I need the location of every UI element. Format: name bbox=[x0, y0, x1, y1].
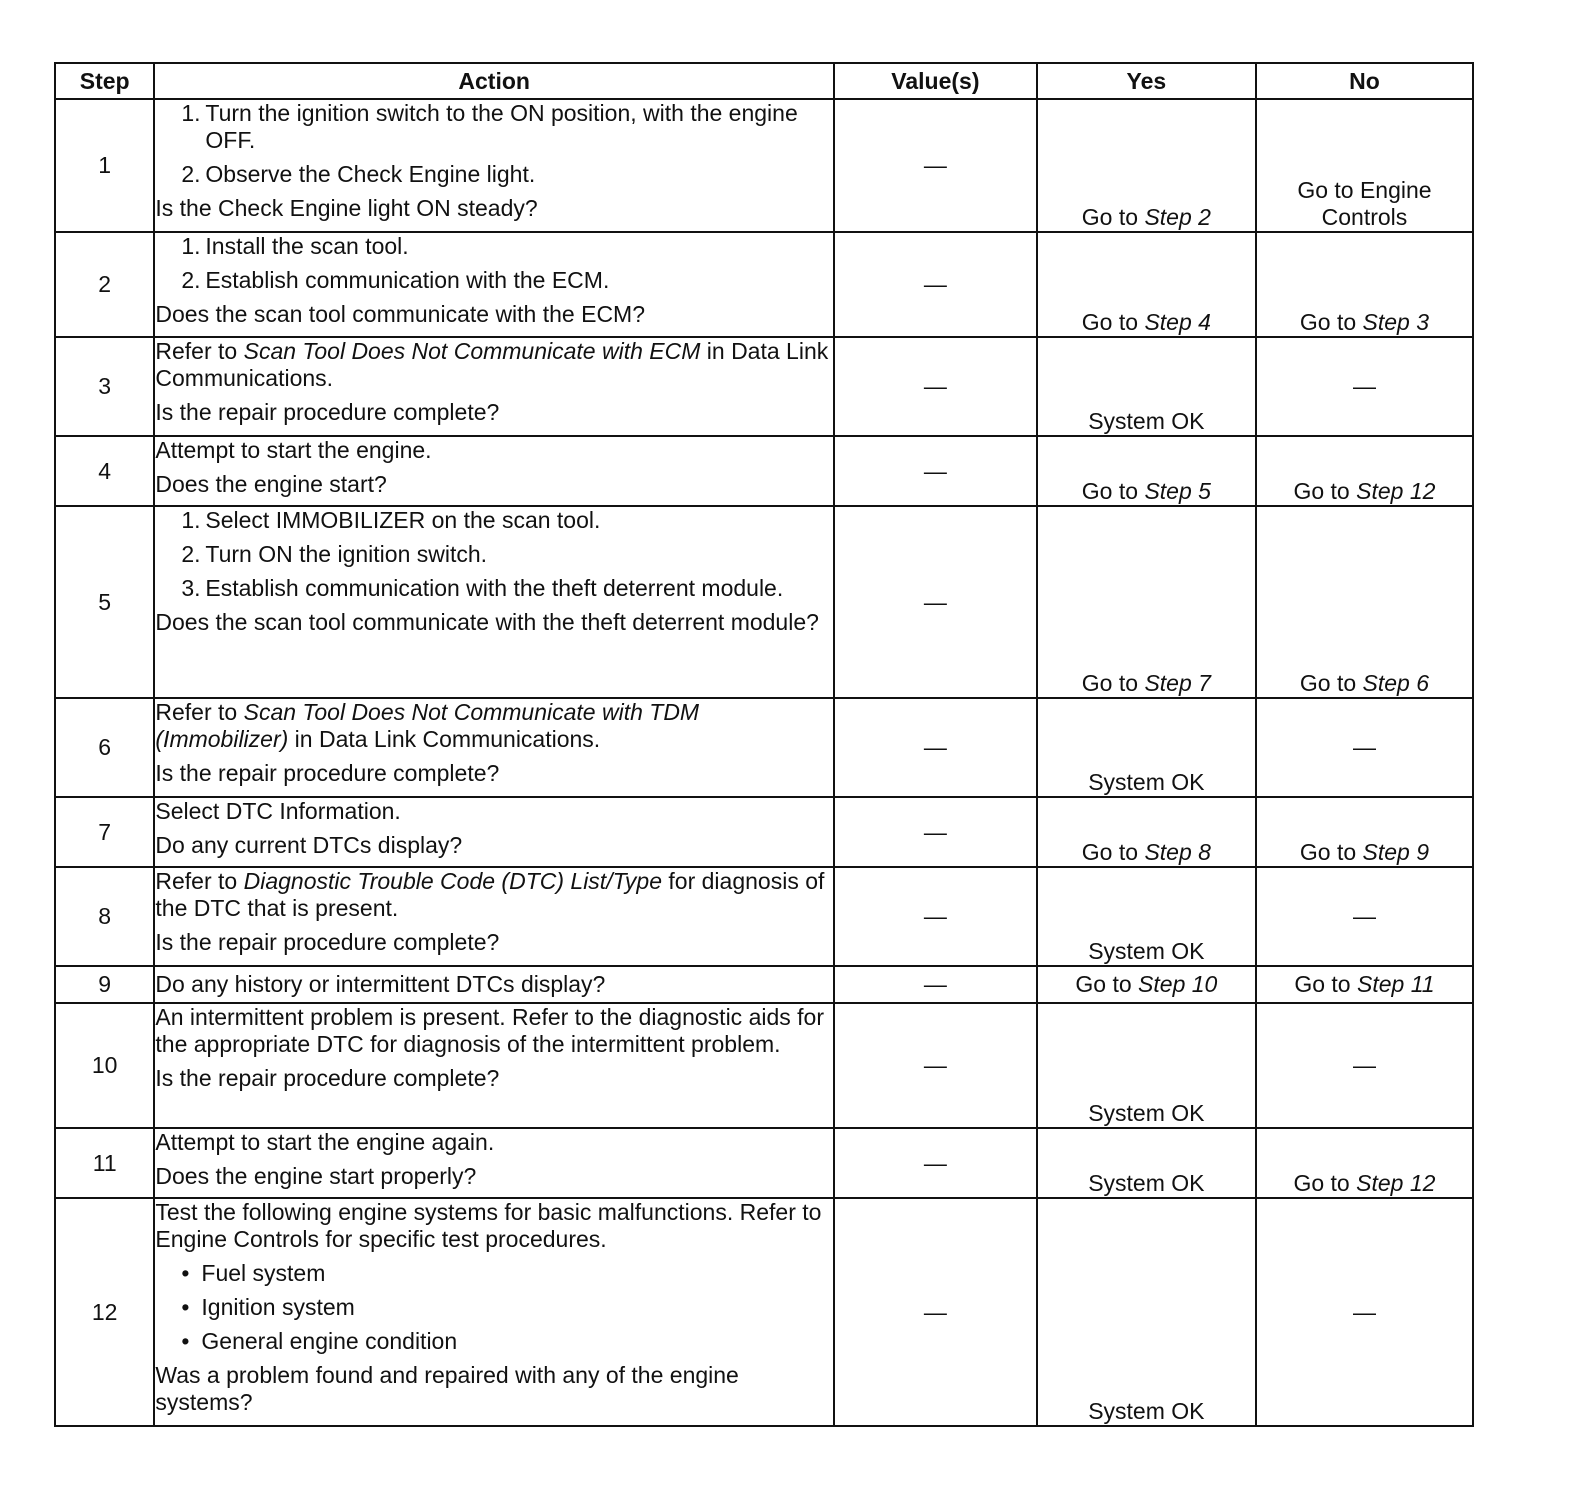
action-item: 2. Turn ON the ignition switch. bbox=[181, 541, 488, 567]
no-cell: Go to Step 6 bbox=[1256, 506, 1473, 698]
action-reference: Refer to Diagnostic Trouble Code (DTC) List/Type for diagnosis of the DTC that is present. bbox=[155, 868, 825, 921]
no-cell: Go to Step 12 bbox=[1256, 1128, 1473, 1198]
header-no: No bbox=[1256, 63, 1473, 99]
value-cell: — bbox=[834, 698, 1037, 797]
action-cell bbox=[154, 99, 834, 232]
no-cell: Go to Step 3 bbox=[1256, 232, 1473, 337]
no-cell: — bbox=[1256, 1003, 1473, 1128]
action-text: Test the following engine systems for basic malfunctions. Refer to Engine Controls for specific test procedures. bbox=[155, 1199, 822, 1252]
action-cell bbox=[154, 698, 834, 797]
action-question: Do any current DTCs display? bbox=[155, 832, 463, 858]
yes-cell: Go to Step 4 bbox=[1037, 232, 1256, 337]
yes-cell: Go to Step 8 bbox=[1037, 797, 1256, 867]
step-number: 9 bbox=[55, 966, 154, 1003]
table-row bbox=[55, 867, 1473, 966]
no-cell: — bbox=[1256, 867, 1473, 966]
action-text: Attempt to start the engine. bbox=[155, 437, 432, 463]
action-question: Do any history or intermittent DTCs display? bbox=[155, 971, 606, 997]
action-cell bbox=[154, 966, 834, 1003]
table-row bbox=[55, 1003, 1473, 1128]
action-cell bbox=[154, 337, 834, 436]
table-row bbox=[55, 99, 1473, 232]
action-text: Attempt to start the engine again. bbox=[155, 1129, 495, 1155]
action-question: Is the repair procedure complete? bbox=[155, 929, 500, 955]
table-row bbox=[55, 337, 1473, 436]
action-item: 1. Turn the ignition switch to the ON position, with the engine OFF. bbox=[181, 100, 798, 153]
diagnostic-table bbox=[54, 62, 1474, 1427]
no-cell: Go to Step 12 bbox=[1256, 436, 1473, 506]
no-cell: — bbox=[1256, 698, 1473, 797]
action-cell bbox=[154, 506, 834, 698]
step-number: 1 bbox=[55, 99, 154, 232]
bullet-item: • General engine condition bbox=[181, 1328, 458, 1354]
action-item: 1. Select IMMOBILIZER on the scan tool. bbox=[181, 507, 601, 533]
action-reference: Refer to Scan Tool Does Not Communicate with TDM (Immobilizer) in Data Link Communications. bbox=[155, 699, 700, 752]
action-item: 2. Establish communication with the ECM. bbox=[181, 267, 610, 293]
step-number: 8 bbox=[55, 867, 154, 966]
action-cell bbox=[154, 1128, 834, 1198]
action-item: 2. Observe the Check Engine light. bbox=[181, 161, 536, 187]
yes-cell: Go to Step 7 bbox=[1037, 506, 1256, 698]
header-step: Step bbox=[55, 63, 154, 99]
action-question: Is the repair procedure complete? bbox=[155, 1065, 500, 1091]
table-row bbox=[55, 506, 1473, 698]
action-reference: Refer to Scan Tool Does Not Communicate with ECM in Data Link Communications. bbox=[155, 338, 829, 391]
action-question: Is the repair procedure complete? bbox=[155, 760, 500, 786]
value-cell: — bbox=[834, 99, 1037, 232]
no-cell: — bbox=[1256, 1198, 1473, 1426]
action-cell bbox=[154, 1198, 834, 1426]
value-cell: — bbox=[834, 1198, 1037, 1426]
value-cell: — bbox=[834, 337, 1037, 436]
table-row bbox=[55, 966, 1473, 1003]
value-cell: — bbox=[834, 232, 1037, 337]
table-row bbox=[55, 698, 1473, 797]
action-question: Was a problem found and repaired with any of the engine systems? bbox=[155, 1362, 739, 1415]
action-cell bbox=[154, 1003, 834, 1128]
yes-cell: System OK bbox=[1037, 1003, 1256, 1128]
yes-cell: Go to Step 2 bbox=[1037, 99, 1256, 232]
action-question: Is the repair procedure complete? bbox=[155, 399, 500, 425]
no-cell: Go to Step 11 bbox=[1256, 966, 1473, 1003]
value-cell: — bbox=[834, 506, 1037, 698]
header-values: Value(s) bbox=[834, 63, 1037, 99]
no-cell: Go to Step 9 bbox=[1256, 797, 1473, 867]
value-cell: — bbox=[834, 436, 1037, 506]
value-cell: — bbox=[834, 1003, 1037, 1128]
action-item: 3. Establish communication with the theft deterrent module. bbox=[181, 575, 784, 601]
header-action: Action bbox=[154, 63, 834, 99]
action-cell bbox=[154, 867, 834, 966]
action-cell bbox=[154, 436, 834, 506]
action-question: Is the Check Engine light ON steady? bbox=[155, 195, 538, 221]
step-number: 5 bbox=[55, 506, 154, 698]
action-question: Does the scan tool communicate with the theft deterrent module? bbox=[155, 609, 819, 635]
yes-cell: System OK bbox=[1037, 867, 1256, 966]
no-cell: — bbox=[1256, 337, 1473, 436]
header-yes: Yes bbox=[1037, 63, 1256, 99]
step-number: 12 bbox=[55, 1198, 154, 1426]
yes-cell: System OK bbox=[1037, 1128, 1256, 1198]
action-item: 1. Install the scan tool. bbox=[181, 233, 409, 259]
bullet-item: • Ignition system bbox=[181, 1294, 355, 1320]
step-number: 11 bbox=[55, 1128, 154, 1198]
action-cell bbox=[154, 232, 834, 337]
bullet-item: • Fuel system bbox=[181, 1260, 326, 1286]
action-question: Does the scan tool communicate with the ECM? bbox=[155, 301, 646, 327]
step-number: 7 bbox=[55, 797, 154, 867]
table-row bbox=[55, 797, 1473, 867]
table-row bbox=[55, 1198, 1473, 1426]
header-row bbox=[55, 63, 1473, 99]
action-cell bbox=[154, 797, 834, 867]
table-row bbox=[55, 232, 1473, 337]
yes-cell: System OK bbox=[1037, 698, 1256, 797]
yes-cell: Go to Step 10 bbox=[1037, 966, 1256, 1003]
action-question: Does the engine start? bbox=[155, 471, 387, 497]
step-number: 2 bbox=[55, 232, 154, 337]
value-cell: — bbox=[834, 1128, 1037, 1198]
value-cell: — bbox=[834, 797, 1037, 867]
yes-cell: Go to Step 5 bbox=[1037, 436, 1256, 506]
table-row bbox=[55, 1128, 1473, 1198]
no-cell: Go to Engine Controls bbox=[1256, 99, 1473, 232]
step-number: 4 bbox=[55, 436, 154, 506]
table-row bbox=[55, 436, 1473, 506]
action-text: An intermittent problem is present. Refer to the diagnostic aids for the appropriate DTC for diagnosis of the intermittent problem. bbox=[155, 1004, 824, 1057]
step-number: 3 bbox=[55, 337, 154, 436]
action-text: Select DTC Information. bbox=[155, 798, 401, 824]
step-number: 10 bbox=[55, 1003, 154, 1128]
value-cell: — bbox=[834, 867, 1037, 966]
yes-cell: System OK bbox=[1037, 1198, 1256, 1426]
yes-cell: System OK bbox=[1037, 337, 1256, 436]
step-number: 6 bbox=[55, 698, 154, 797]
action-question: Does the engine start properly? bbox=[155, 1163, 477, 1189]
value-cell: — bbox=[834, 966, 1037, 1003]
